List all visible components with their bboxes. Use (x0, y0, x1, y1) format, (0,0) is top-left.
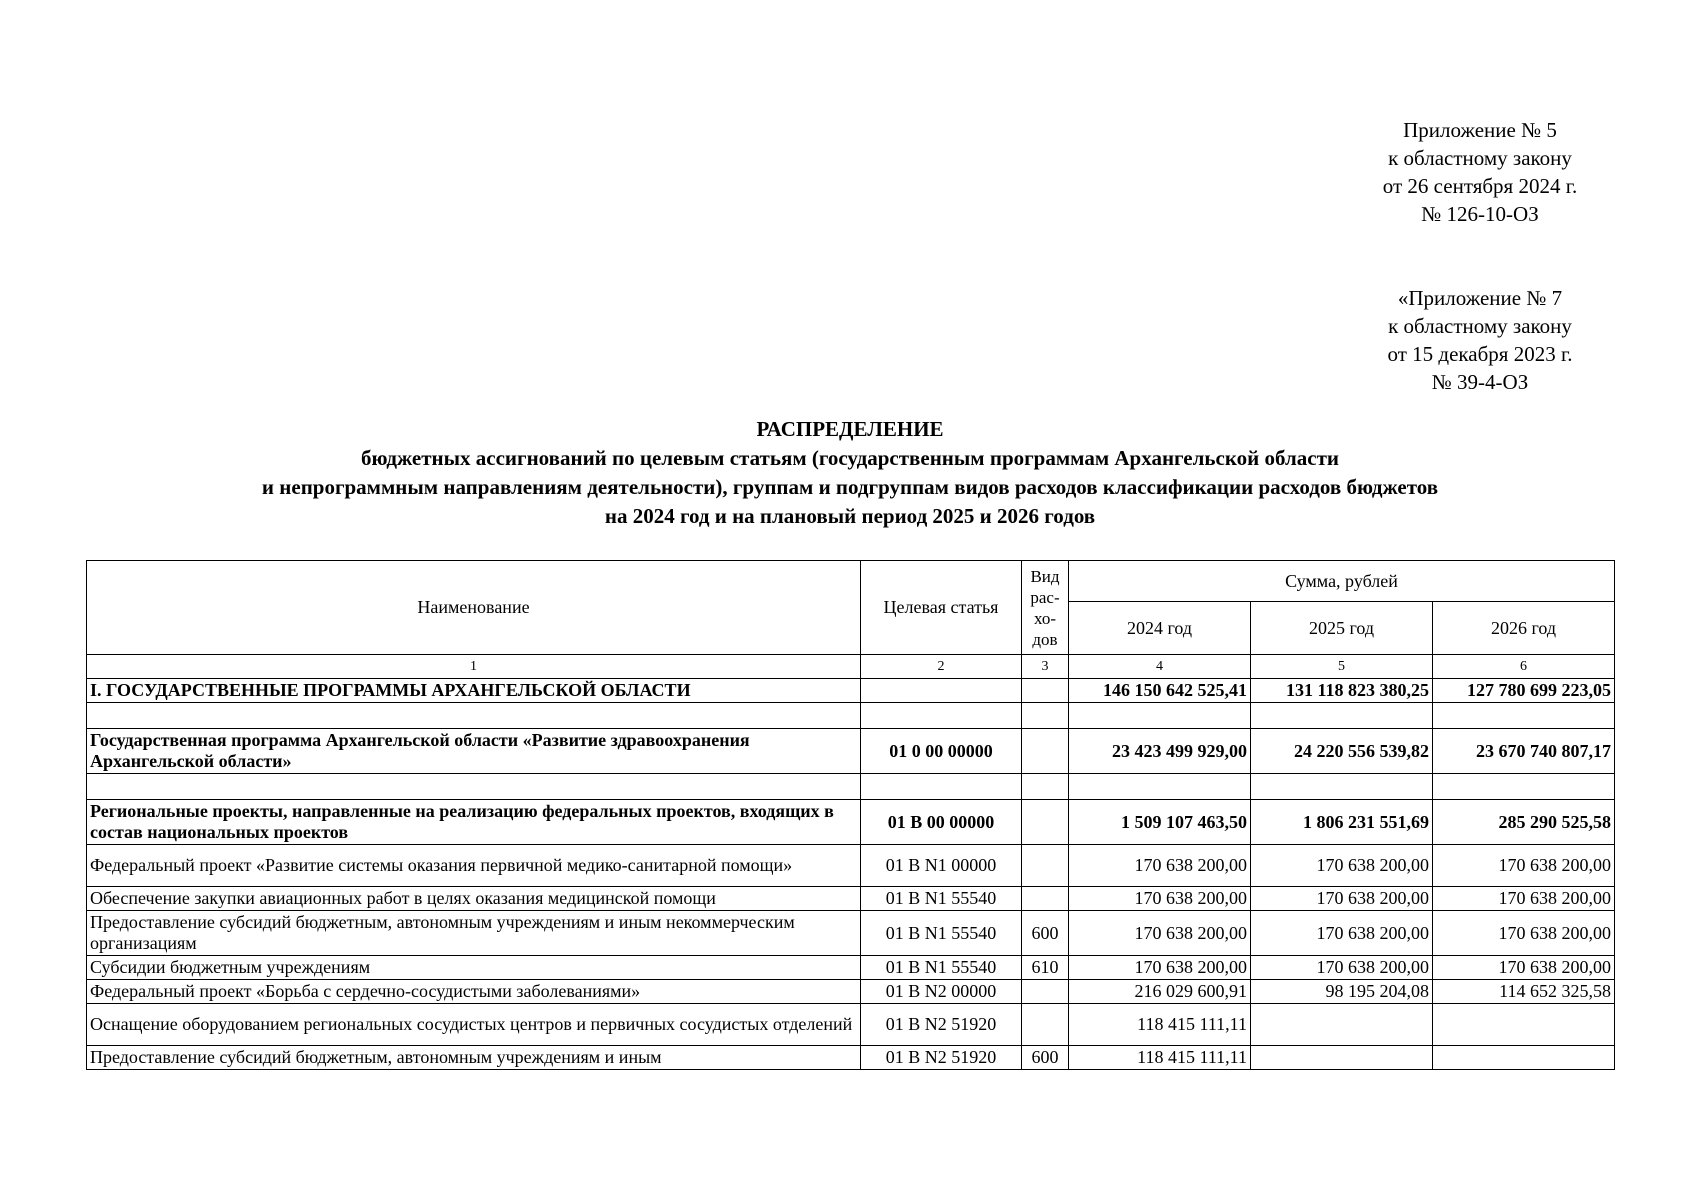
row-amount-2026: 170 638 200,00 (1433, 911, 1615, 956)
column-number: 3 (1022, 655, 1069, 679)
table-row (87, 956, 1615, 980)
row-amount-2025: 98 195 204,08 (1251, 980, 1433, 1004)
row-amount-2025 (1251, 1004, 1433, 1046)
row-amount-2025: 170 638 200,00 (1251, 887, 1433, 911)
row-amount-2025 (1251, 1046, 1433, 1070)
row-amount-2026 (1433, 774, 1615, 800)
appendix-current-reference (1300, 116, 1660, 228)
header-target-article: Целевая статья (861, 561, 1022, 655)
row-target-article: 01 В N2 51920 (861, 1046, 1022, 1070)
document-title (80, 415, 1620, 531)
row-name: Оснащение оборудованием региональных сосудистых центров и первичных сосудистых отделений (87, 1004, 861, 1046)
row-amount-2025: 170 638 200,00 (1251, 956, 1433, 980)
row-expense-type (1022, 729, 1069, 774)
header-name: Наименование (87, 561, 861, 655)
table-row (87, 1046, 1615, 1070)
row-amount-2025: 1 806 231 551,69 (1251, 800, 1433, 845)
table-row (87, 800, 1615, 845)
row-amount-2024: 170 638 200,00 (1069, 956, 1251, 980)
row-name: Государственная программа Архангельской области «Развитие здравоохранения Архангельской области» (87, 729, 861, 774)
row-expense-type: 600 (1022, 911, 1069, 956)
row-amount-2025: 24 220 556 539,82 (1251, 729, 1433, 774)
row-target-article: 01 В N2 51920 (861, 1004, 1022, 1046)
column-number: 5 (1251, 655, 1433, 679)
row-target-article: 01 0 00 00000 (861, 729, 1022, 774)
row-name: I. ГОСУДАРСТВЕННЫЕ ПРОГРАММЫ АРХАНГЕЛЬСКОЙ ОБЛАСТИ (87, 679, 861, 703)
row-amount-2026 (1433, 1046, 1615, 1070)
row-amount-2024: 170 638 200,00 (1069, 845, 1251, 887)
column-number: 1 (87, 655, 861, 679)
row-amount-2026: 170 638 200,00 (1433, 956, 1615, 980)
appendix-line: Приложение № 5 (1403, 118, 1557, 142)
appendix-line: от 26 сентября 2024 г. (1382, 174, 1578, 198)
row-name: Предоставление субсидий бюджетным, автономным учреждениям и иным (87, 1046, 861, 1070)
row-amount-2025 (1251, 774, 1433, 800)
column-number-row (87, 655, 1615, 679)
row-amount-2025: 170 638 200,00 (1251, 911, 1433, 956)
row-target-article: 01 В N1 55540 (861, 956, 1022, 980)
appendix-line: от 15 декабря 2023 г. (1387, 342, 1573, 366)
row-target-article: 01 В 00 00000 (861, 800, 1022, 845)
header-expense-type: Вид рас-хо-дов (1022, 561, 1069, 655)
budget-allocation-table (86, 560, 1615, 1070)
row-amount-2026: 127 780 699 223,05 (1433, 679, 1615, 703)
header-sum: Сумма, рублей (1069, 561, 1615, 602)
row-target-article: 01 В N1 55540 (861, 911, 1022, 956)
appendix-line: к областному закону (1388, 314, 1572, 338)
row-name (87, 774, 861, 800)
row-expense-type (1022, 1004, 1069, 1046)
row-name: Региональные проекты, направленные на реализацию федеральных проектов, входящих в состав национальных проектов (87, 800, 861, 845)
table-row (87, 729, 1615, 774)
row-target-article: 01 В N1 55540 (861, 887, 1022, 911)
table-row (87, 845, 1615, 887)
title-heading: РАСПРЕДЕЛЕНИЕ (756, 417, 944, 441)
row-expense-type: 600 (1022, 1046, 1069, 1070)
row-amount-2024 (1069, 774, 1251, 800)
appendix-amended-reference (1300, 284, 1660, 396)
row-expense-type (1022, 845, 1069, 887)
table-row (87, 911, 1615, 956)
column-number: 6 (1433, 655, 1615, 679)
header-year-2025: 2025 год (1251, 602, 1433, 655)
table-row (87, 1004, 1615, 1046)
table-row (87, 887, 1615, 911)
row-name: Субсидии бюджетным учреждениям (87, 956, 861, 980)
row-amount-2026: 285 290 525,58 (1433, 800, 1615, 845)
row-amount-2026 (1433, 703, 1615, 729)
row-target-article (861, 774, 1022, 800)
row-amount-2025: 170 638 200,00 (1251, 845, 1433, 887)
title-line: и непрограммным направлениям деятельности), группам и подгруппам видов расходов классификации расходов бюджетов (261, 475, 1439, 499)
row-target-article: 01 В N1 00000 (861, 845, 1022, 887)
row-name (87, 703, 861, 729)
row-amount-2024: 170 638 200,00 (1069, 911, 1251, 956)
title-line: бюджетных ассигнований по целевым статьям (государственным программам Архангельской области (360, 446, 1339, 470)
table-row-spacer (87, 774, 1615, 800)
appendix-line: № 126-10-ОЗ (1421, 202, 1539, 226)
appendix-line: № 39-4-ОЗ (1431, 370, 1529, 394)
row-amount-2026: 170 638 200,00 (1433, 845, 1615, 887)
row-target-article (861, 703, 1022, 729)
row-amount-2025: 131 118 823 380,25 (1251, 679, 1433, 703)
appendix-line: к областному закону (1388, 146, 1572, 170)
row-amount-2026: 114 652 325,58 (1433, 980, 1615, 1004)
row-amount-2024 (1069, 703, 1251, 729)
row-amount-2024: 216 029 600,91 (1069, 980, 1251, 1004)
row-expense-type (1022, 774, 1069, 800)
appendix-line: «Приложение № 7 (1397, 286, 1563, 310)
row-amount-2025 (1251, 703, 1433, 729)
row-amount-2026 (1433, 1004, 1615, 1046)
row-amount-2024: 118 415 111,11 (1069, 1046, 1251, 1070)
row-name: Федеральный проект «Борьба с сердечно-сосудистыми заболеваниями» (87, 980, 861, 1004)
row-expense-type (1022, 703, 1069, 729)
header-year-2026: 2026 год (1433, 602, 1615, 655)
column-number: 2 (861, 655, 1022, 679)
row-amount-2024: 118 415 111,11 (1069, 1004, 1251, 1046)
row-name: Федеральный проект «Развитие системы оказания первичной медико-санитарной помощи» (87, 845, 861, 887)
header-year-2024: 2024 год (1069, 602, 1251, 655)
column-number: 4 (1069, 655, 1251, 679)
row-name: Обеспечение закупки авиационных работ в целях оказания медицинской помощи (87, 887, 861, 911)
row-amount-2026: 23 670 740 807,17 (1433, 729, 1615, 774)
row-amount-2026: 170 638 200,00 (1433, 887, 1615, 911)
row-expense-type (1022, 887, 1069, 911)
row-amount-2024: 170 638 200,00 (1069, 887, 1251, 911)
row-expense-type (1022, 679, 1069, 703)
title-line: на 2024 год и на плановый период 2025 и 2026 годов (604, 504, 1096, 528)
row-amount-2024: 1 509 107 463,50 (1069, 800, 1251, 845)
table-row (87, 980, 1615, 1004)
row-expense-type: 610 (1022, 956, 1069, 980)
row-amount-2024: 146 150 642 525,41 (1069, 679, 1251, 703)
row-target-article (861, 679, 1022, 703)
row-name: Предоставление субсидий бюджетным, автономным учреждениям и иным некоммерческим организациям (87, 911, 861, 956)
row-expense-type (1022, 980, 1069, 1004)
row-target-article: 01 В N2 00000 (861, 980, 1022, 1004)
row-expense-type (1022, 800, 1069, 845)
table-row (87, 679, 1615, 703)
table-row-spacer (87, 703, 1615, 729)
row-amount-2024: 23 423 499 929,00 (1069, 729, 1251, 774)
